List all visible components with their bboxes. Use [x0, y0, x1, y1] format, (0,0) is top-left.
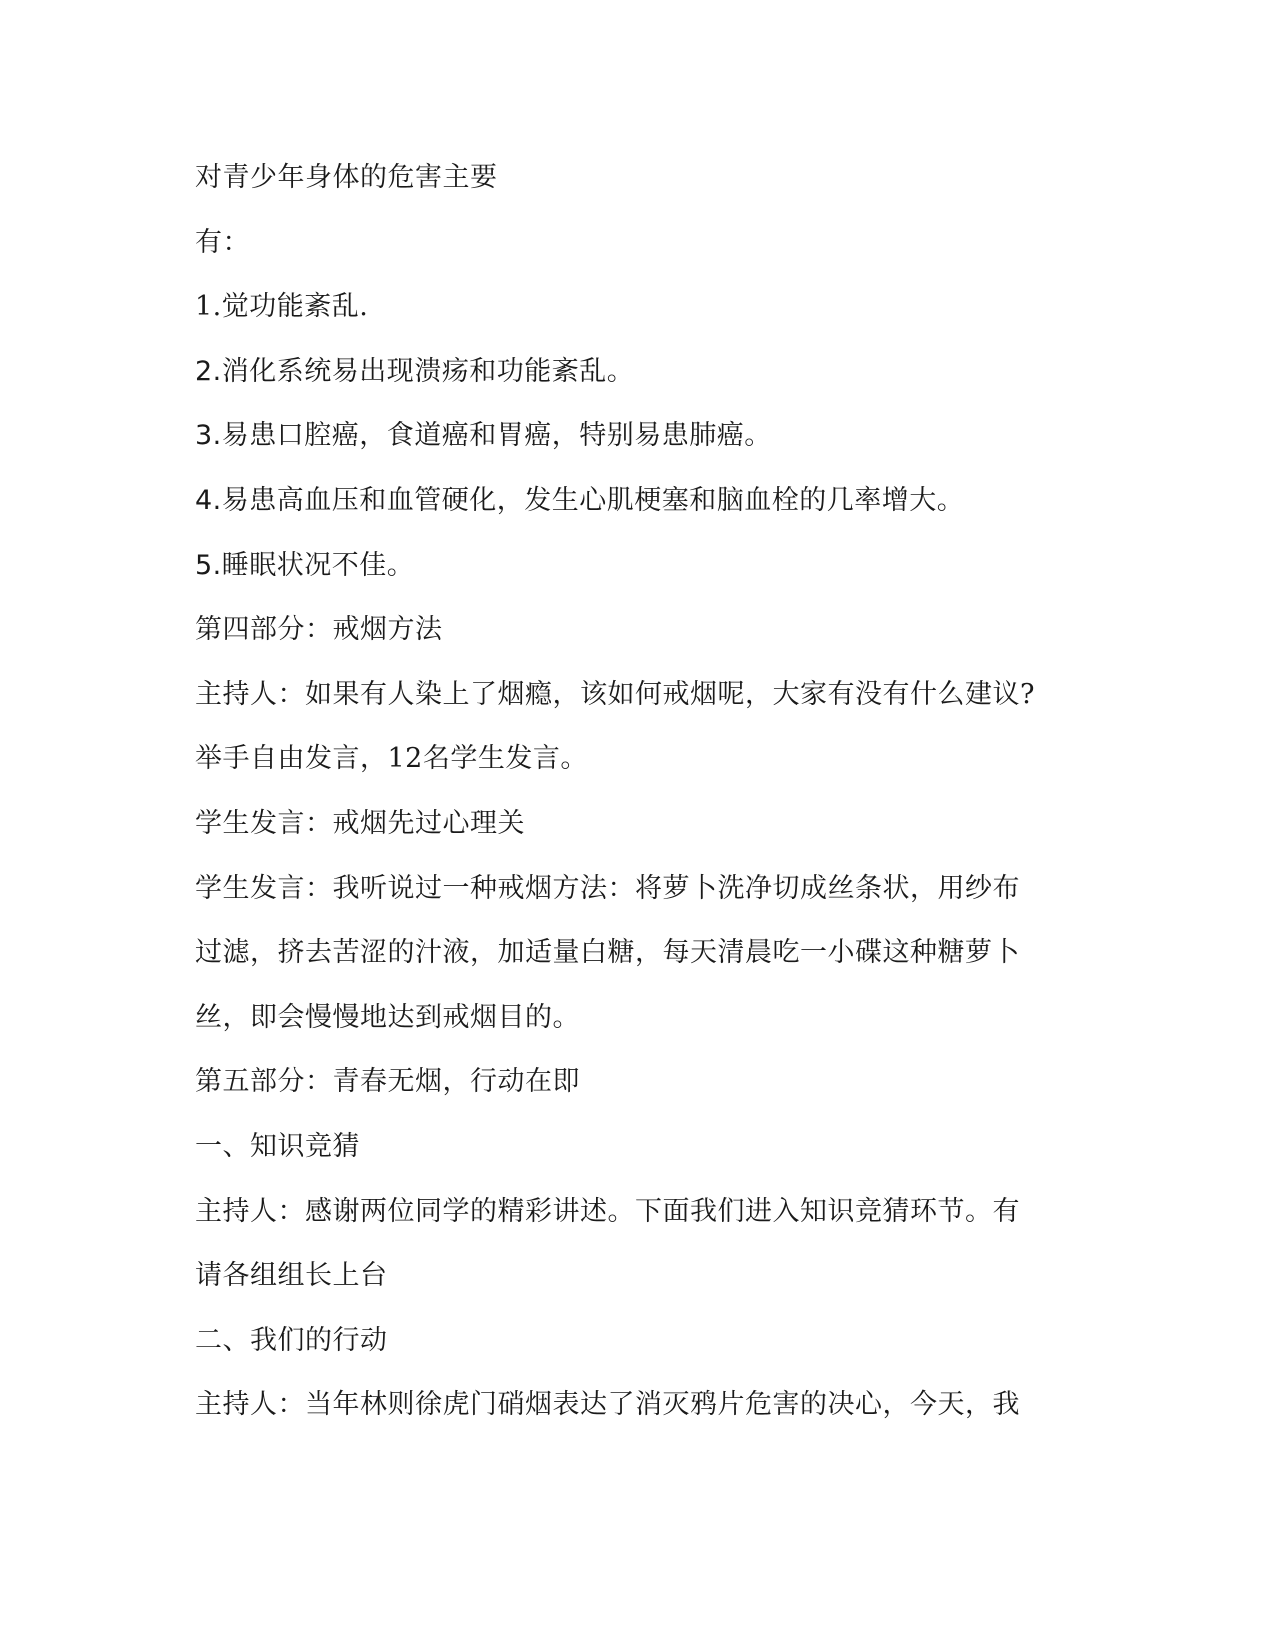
line-text: 主持人：感谢两位同学的精彩讲述。下面我们进入知识竞猜环节。有 [195, 1195, 1020, 1227]
line-text: 1.觉功能紊乱. [195, 291, 369, 323]
item-number: 3. [195, 420, 222, 452]
heading-text: 第五部分：青春无烟，行动在即 [195, 1066, 580, 1098]
section-heading [192, 1062, 1092, 1127]
heading-text: 一、知识竞猜 [195, 1130, 360, 1162]
item-number: 5. [195, 549, 222, 581]
line-text: 请各组组长上台 [195, 1260, 388, 1292]
text-line [192, 158, 1092, 223]
item-number: 2. [195, 355, 222, 387]
item-text: 睡眠状况不佳。 [221, 549, 415, 581]
text-line [192, 869, 1092, 934]
text-line [192, 933, 1092, 998]
document-body [192, 158, 1092, 1450]
line-text: 过滤，挤去苦涩的汁液，加适量白糖，每天清晨吃一小碟这种糖萝卜 [195, 937, 1020, 969]
line-text: 学生发言：戒烟先过心理关 [195, 807, 525, 839]
section-heading [192, 610, 1092, 675]
heading-text: 二、我们的行动 [195, 1324, 388, 1356]
line-text: 主持人：如果有人染上了烟瘾，该如何戒烟呢，大家有没有什么建议? [195, 678, 1035, 710]
line-text: 举手自由发言，12名学生发言。 [195, 743, 588, 775]
text-line [192, 675, 1092, 740]
numbered-item [192, 546, 1092, 611]
subsection-heading [192, 1127, 1092, 1192]
item-number: 4. [195, 484, 222, 516]
text-line [192, 287, 1092, 352]
text-line [192, 223, 1092, 288]
line-text: 丝，即会慢慢地达到戒烟目的。 [195, 1001, 580, 1033]
heading-text: 第四部分：戒烟方法 [195, 614, 443, 646]
text-line [192, 739, 1092, 804]
item-text: 易患口腔癌，食道癌和胃癌，特别易患肺癌。 [221, 420, 772, 452]
numbered-item [192, 481, 1092, 546]
text-line [192, 1385, 1092, 1450]
text-line [192, 1256, 1092, 1321]
text-line [192, 998, 1092, 1063]
line-text: 主持人：当年林则徐虎门硝烟表达了消灭鸦片危害的决心，今天，我 [195, 1389, 1020, 1421]
text-line [192, 804, 1092, 869]
numbered-item [192, 352, 1092, 417]
text-line [192, 1192, 1092, 1257]
line-text: 学生发言：我听说过一种戒烟方法：将萝卜洗净切成丝条状，用纱布 [195, 872, 1020, 904]
line-text: 对青少年身体的危害主要 [195, 162, 498, 193]
subsection-heading [192, 1321, 1092, 1386]
line-text: 有： [195, 226, 250, 258]
item-text: 易患高血压和血管硬化，发生心肌梗塞和脑血栓的几率增大。 [221, 484, 965, 516]
numbered-item [192, 416, 1092, 481]
item-text: 消化系统易出现溃疡和功能紊乱。 [221, 355, 635, 387]
